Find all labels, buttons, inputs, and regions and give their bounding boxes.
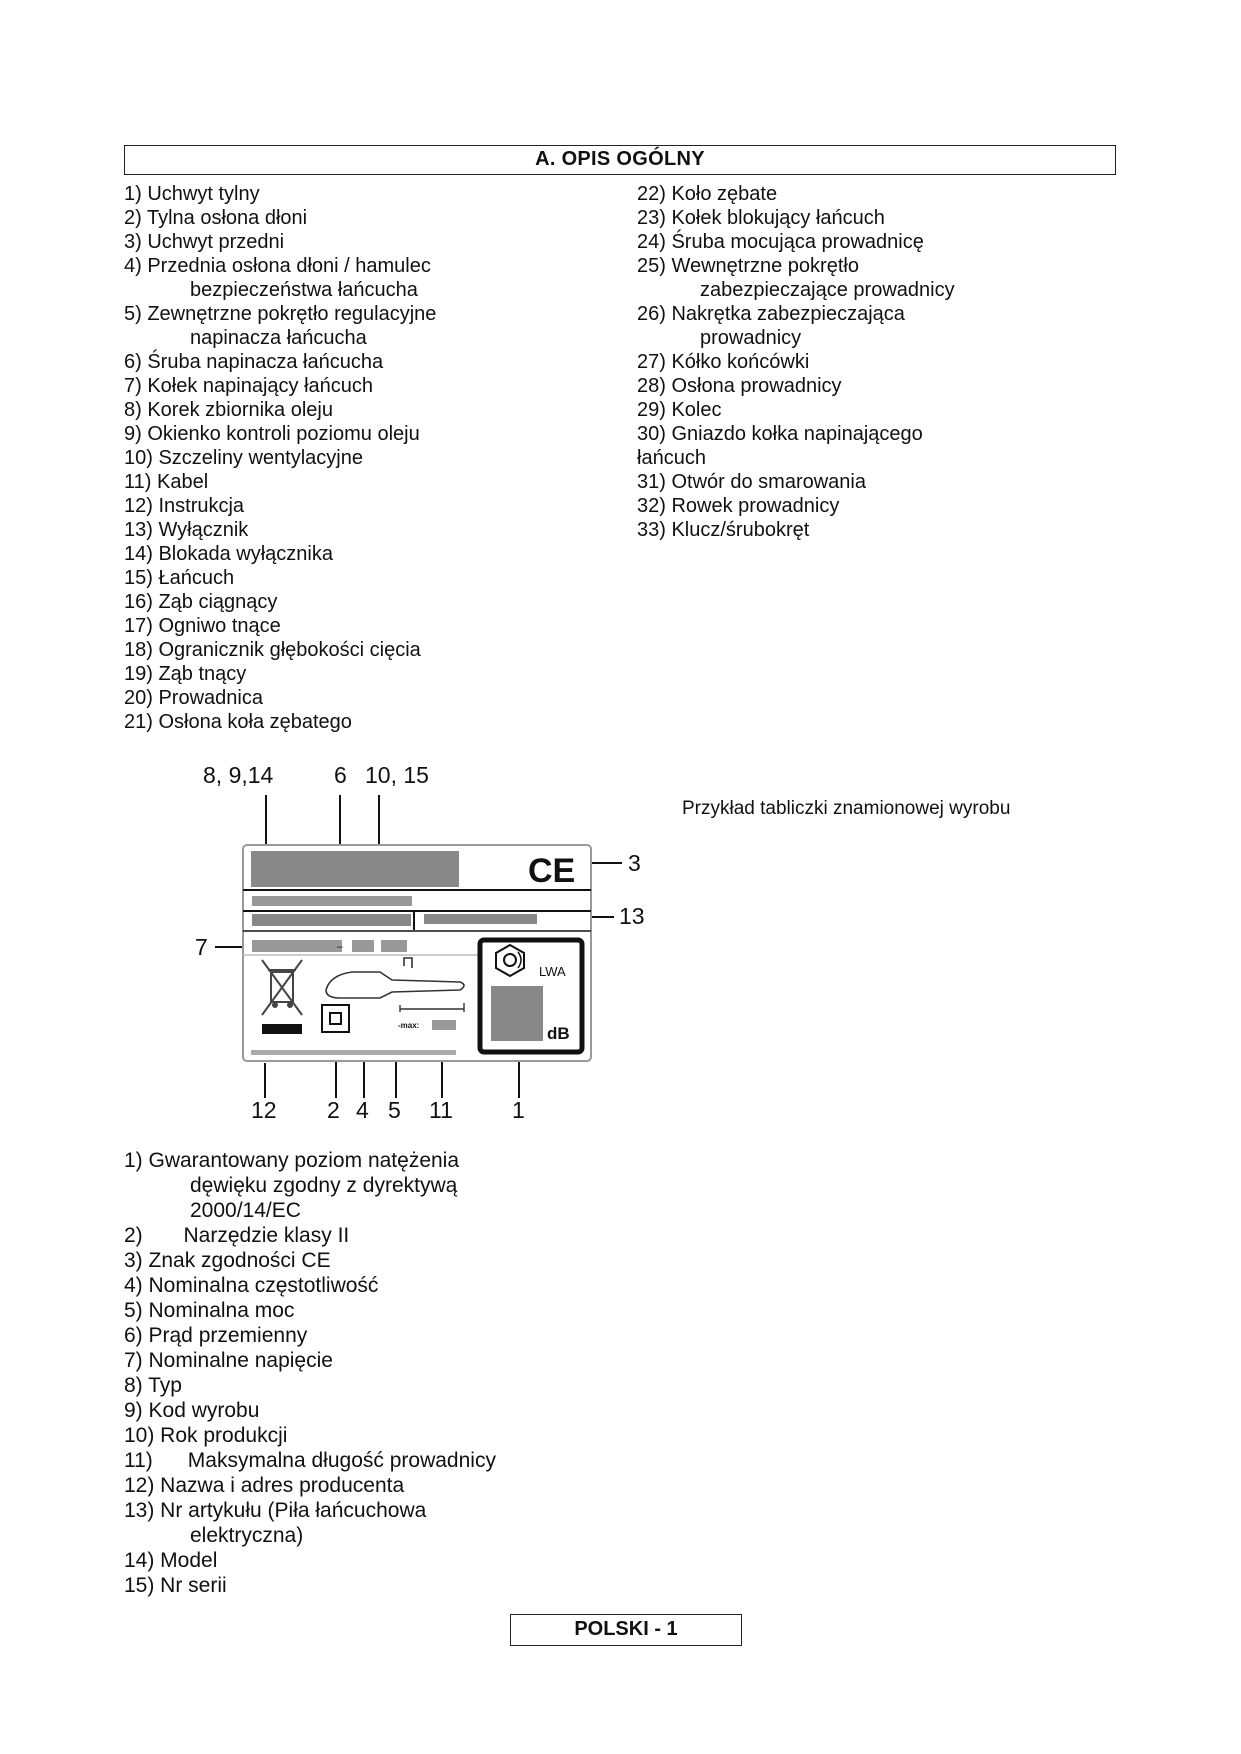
legend-item: 11) Maksymalna długość prowadnicy — [124, 1449, 496, 1472]
list-item: 22) Koło zębate — [637, 183, 778, 205]
legend-item: 3) Znak zgodności CE — [124, 1249, 331, 1272]
lwa-label: LWA — [539, 964, 566, 979]
callout-label: 6 — [334, 762, 347, 788]
list-item-continuation: zabezpieczające prowadnicy — [700, 279, 955, 301]
list-item: 9) Okienko kontroli poziomu oleju — [124, 423, 420, 445]
max-length-label: -max: — [398, 1021, 420, 1030]
callout-label: 13 — [619, 903, 645, 929]
list-item: 18) Ogranicznik głębokości cięcia — [124, 639, 421, 661]
legend-item: 10) Rok produkcji — [124, 1424, 288, 1447]
legend-item-continuation: dęwięku zgodny z dyrektywą — [190, 1174, 458, 1197]
legend-item: 6) Prąd przemienny — [124, 1324, 308, 1347]
legend-item: 7) Nominalne napięcie — [124, 1349, 333, 1372]
placeholder-bar — [381, 940, 407, 952]
list-item: 16) Ząb ciągnący — [124, 591, 278, 613]
legend-item: 15) Nr serii — [124, 1574, 227, 1597]
callout-label: 2 — [327, 1097, 340, 1123]
list-item: 31) Otwór do smarowania — [637, 471, 866, 493]
placeholder-bar — [252, 940, 342, 952]
list-item: 14) Blokada wyłącznika — [124, 543, 333, 565]
callout-label: 1 — [512, 1097, 525, 1123]
legend-item-continuation: 2000/14/EC — [190, 1199, 301, 1222]
legend-item: 2) Narzędzie klasy II — [124, 1224, 350, 1247]
list-item: 15) Łańcuch — [124, 567, 235, 589]
list-item-continuation: napinacza łańcucha — [190, 327, 367, 349]
list-item: 20) Prowadnica — [124, 687, 263, 709]
list-item: 8) Korek zbiornika oleju — [124, 399, 333, 421]
callout-label: 5 — [388, 1097, 401, 1123]
noise-level-box — [480, 940, 582, 1052]
ce-mark: CE — [528, 852, 576, 890]
list-item: 1) Uchwyt tylny — [124, 183, 260, 205]
legend-item: 8) Typ — [124, 1374, 182, 1397]
legend-item: 12) Nazwa i adres producenta — [124, 1474, 405, 1497]
page-footer: POLSKI - 1 — [510, 1614, 742, 1646]
list-item: 32) Rowek prowadnicy — [637, 495, 840, 517]
list-item-continuation: bezpieczeństwa łańcucha — [190, 279, 418, 301]
list-item: 33) Klucz/śrubokręt — [637, 519, 810, 541]
list-item: 5) Zewnętrzne pokrętło regulacyjne — [124, 303, 437, 325]
legend-item-continuation: elektryczna) — [190, 1524, 304, 1547]
plate-caption: Przykład tabliczki znamionowej wyrobu — [682, 798, 1011, 819]
list-item-continuation: łańcuch — [637, 447, 706, 469]
list-item: 21) Osłona koła zębatego — [124, 711, 352, 733]
placeholder-bar — [424, 914, 537, 924]
placeholder-bar — [251, 851, 459, 887]
legend-item: 13) Nr artykułu (Piła łańcuchowa — [124, 1499, 427, 1522]
list-item: 29) Kolec — [637, 399, 722, 421]
db-label: dB — [547, 1024, 570, 1043]
black-bar — [262, 1024, 302, 1034]
list-item: 30) Gniazdo kołka napinającego — [637, 423, 923, 445]
list-item: 3) Uchwyt przedni — [124, 231, 285, 253]
placeholder-bar — [251, 1050, 456, 1055]
legend-item: 9) Kod wyrobu — [124, 1399, 260, 1422]
list-item: 2) Tylna osłona dłoni — [124, 207, 308, 229]
list-item: 10) Szczeliny wentylacyjne — [124, 447, 363, 469]
list-item-continuation: prowadnicy — [700, 327, 802, 349]
list-item: 19) Ząb tnący — [124, 663, 247, 685]
placeholder-bar — [252, 896, 412, 906]
callout-label: 8, 9,14 — [203, 762, 274, 788]
list-item: 12) Instrukcja — [124, 495, 245, 517]
list-item: 25) Wewnętrzne pokrętło — [637, 255, 859, 277]
list-item: 17) Ogniwo tnące — [124, 615, 281, 637]
legend-item: 4) Nominalna częstotliwość — [124, 1274, 379, 1297]
list-item: 26) Nakrętka zabezpieczająca — [637, 303, 905, 325]
placeholder-bar — [432, 1020, 456, 1030]
list-item: 13) Wyłącznik — [124, 519, 249, 541]
callout-label: 12 — [251, 1097, 277, 1123]
placeholder-bar — [352, 940, 374, 952]
legend-item: 14) Model — [124, 1549, 218, 1572]
list-item: 11) Kabel — [124, 471, 209, 493]
list-item: 23) Kołek blokujący łańcuch — [637, 207, 885, 229]
list-item: 28) Osłona prowadnicy — [637, 375, 842, 397]
legend-item: 5) Nominalna moc — [124, 1299, 295, 1322]
callout-label: 3 — [628, 850, 641, 876]
ac-symbol: ~ — [336, 943, 344, 953]
section-header: A. OPIS OGÓLNY — [124, 145, 1116, 175]
list-item: 6) Śruba napinacza łańcucha — [124, 351, 384, 373]
list-item: 27) Kółko końcówki — [637, 351, 810, 373]
callout-label: 4 — [356, 1097, 369, 1123]
legend-item: 1) Gwarantowany poziom natężenia — [124, 1149, 460, 1172]
plate-legend — [124, 1148, 764, 1598]
placeholder-bar — [252, 914, 411, 926]
list-item: 24) Śruba mocująca prowadnicę — [637, 231, 924, 253]
list-item: 7) Kołek napinający łańcuch — [124, 375, 374, 397]
callout-label: 11 — [429, 1097, 453, 1123]
callout-label: 7 — [195, 934, 208, 960]
list-item: 4) Przednia osłona dłoni / hamulec — [124, 255, 431, 277]
callout-label: 10, 15 — [365, 762, 429, 788]
